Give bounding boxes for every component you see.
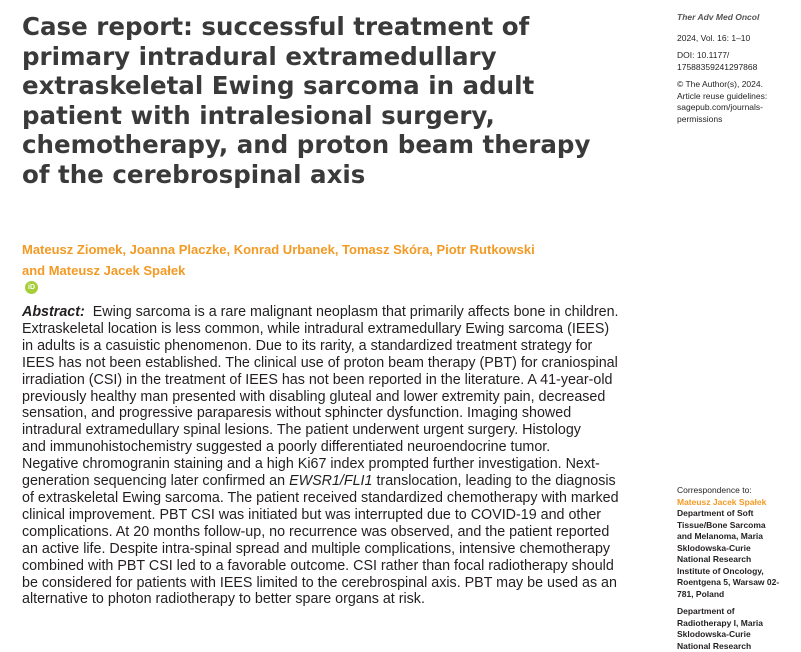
abstract-line <box>22 473 662 490</box>
author-line-text: and Mateusz Jacek Spałek <box>22 263 186 278</box>
affiliation-line: 781, Poland <box>677 588 725 599</box>
title-line: extraskeletal Ewing sarcoma in adult <box>22 71 535 100</box>
affiliation-line: Sklodowska-Curie <box>677 629 751 639</box>
abstract-line: be considered for patients with IEES limited to the cerebrospinal axis. PBT may be used as an <box>22 574 617 591</box>
abstract-line-text: Ewing sarcoma is a rare malignant neoplasm that primarily affects bone in children. <box>92 304 619 320</box>
affiliation-line: Department of <box>677 606 735 616</box>
abstract-line: Extraskeletal location is less common, while intradural extramedullary Ewing sarcoma (IEES) <box>22 320 610 337</box>
journal-info <box>677 12 795 125</box>
abstract-line: an active life. Despite intra-spinal spread and multiple complications, intensive chemotherapy <box>22 540 611 557</box>
doi-line[interactable]: DOI: 10.1177/ <box>677 50 730 60</box>
abstract-line-text: generation sequencing later confirmed an <box>22 473 290 490</box>
abstract-line: in adults is a casuistic phenomenon. Due to its rarity, a standardized treatment strategy for <box>22 337 593 354</box>
abstract-line: of extraskeletal Ewing sarcoma. The patient received standardized chemotherapy with marked <box>22 489 619 506</box>
affiliation-line: and Melanoma, Maria <box>677 531 763 541</box>
gene-name: EWSR1/FLI1 <box>289 473 373 490</box>
copyright-line: Article reuse guidelines: <box>677 90 768 101</box>
reuse-link[interactable]: sagepub.com/journals- <box>677 102 763 112</box>
orcid-icon[interactable]: iD <box>25 281 38 294</box>
abstract-line: intradural extramedullary spinal lesions. The patient underwent urgent surgery. Histology <box>22 422 581 439</box>
author-line: Mateusz Ziomek, Joanna Placzke, Konrad Urbanek, Tomasz Skóra, Piotr Rutkowski <box>22 242 535 257</box>
abstract-line <box>22 304 662 321</box>
title-line: Case report: successful treatment of <box>22 12 530 41</box>
affiliation-line: Roentgena 5, Warsaw 02- <box>677 577 780 587</box>
affiliation-line: Tissue/Bone Sarcoma <box>677 519 766 530</box>
correspondence-label: Correspondence to: <box>677 485 752 495</box>
abstract-line: alternative to photon radiotherapy to better spare organs at risk. <box>22 591 425 608</box>
correspondence <box>677 485 795 652</box>
abstract-line-text: translocation, leading to the diagnosis <box>372 473 616 490</box>
abstract-line: clinical improvement. PBT CSI was initiated but was interrupted due to COVID-19 and other <box>22 506 602 523</box>
copyright-line: © The Author(s), 2024. <box>677 79 763 89</box>
affiliation-line: Radiotherapy I, Maria <box>677 617 763 628</box>
author-list <box>22 239 622 294</box>
abstract <box>22 304 662 608</box>
affiliation-line: National Research <box>677 640 752 651</box>
affiliation-line: Department of Soft <box>677 508 754 518</box>
affiliation-line: National Research <box>677 554 752 564</box>
abstract-line: Negative chromogranin staining and a high Ki67 index prompted further investigation. Next- <box>22 456 600 473</box>
journal-name: Ther Adv Med Oncol <box>677 12 760 22</box>
title-line: of the cerebrospinal axis <box>22 159 366 189</box>
doi-line[interactable]: 17588359241297868 <box>677 61 758 72</box>
journal-volume: 2024, Vol. 16: 1–10 <box>677 32 751 43</box>
title-line: primary intradural extramedullary <box>22 41 497 71</box>
affiliation-line: Institute of Oncology, <box>677 565 764 576</box>
abstract-line: and immunohistochemistry suggested a poorly differentiated neuroendocrine tumor. <box>22 439 551 456</box>
abstract-line: previously healthy man presented with disabling gluteal and lower extremity pain, decreased <box>22 388 606 405</box>
abstract-lead: Abstract: <box>22 304 85 320</box>
reuse-link[interactable]: permissions <box>677 113 723 124</box>
abstract-line: sensation, and progressive paraparesis without sphincter dysfunction. Imaging showed <box>22 405 572 422</box>
affiliation-line: Sklodowska-Curie <box>677 542 751 553</box>
abstract-line: IEES has not been established. The clinical use of proton beam therapy (PBT) for craniospinal <box>22 354 618 371</box>
correspondence-name: Mateusz Jacek Spałek <box>677 496 767 507</box>
title-line: chemotherapy, and proton beam therapy <box>22 130 591 159</box>
article-title <box>22 12 622 189</box>
abstract-line: irradiation (CSI) in the treatment of IEES has not been reported in the literature. A 41-year-old <box>22 371 613 388</box>
title-line: patient with intralesional surgery, <box>22 100 495 130</box>
abstract-line: complications. At 20 months follow-up, no recurrence was observed, and the patient reported <box>22 523 610 540</box>
abstract-line: combined with PBT CSI led to a favorable outcome. CSI rather than focal radiotherapy should <box>22 557 614 574</box>
author-line <box>22 260 622 294</box>
